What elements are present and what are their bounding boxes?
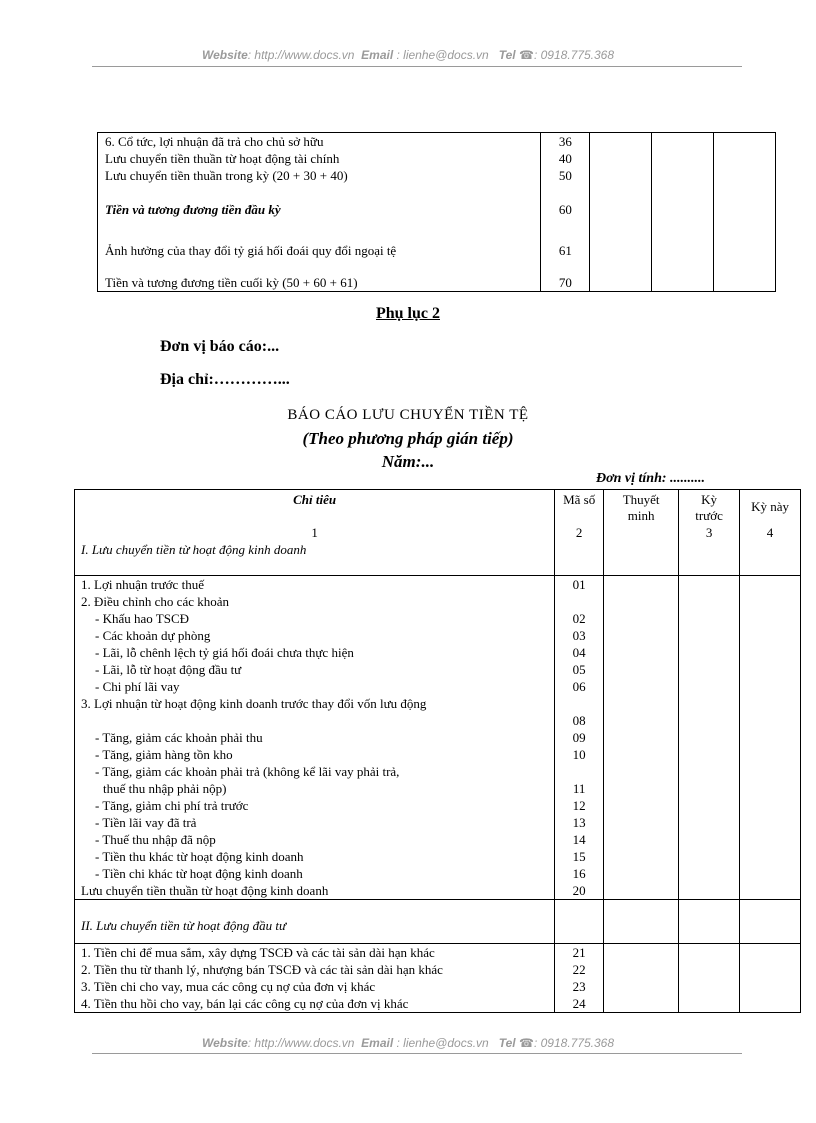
footer-rule — [92, 1053, 742, 1054]
row-label: Lưu chuyển tiền thuần trong kỳ (20 + 30 + 40) — [98, 167, 541, 184]
table-row — [75, 644, 801, 661]
row-label: - Lãi, lỗ chênh lệch tỷ giá hối đoái chưa thực hiện — [75, 644, 555, 661]
row-code — [555, 695, 604, 712]
col-number-3: 3 — [679, 524, 740, 541]
row-label: - Tăng, giảm các khoản phải thu — [75, 729, 555, 746]
row-code: 11 — [555, 780, 604, 797]
row-label: 4. Tiền thu hồi cho vay, bán lại các công cụ nợ của đơn vị khác — [75, 995, 555, 1013]
table-row — [75, 695, 801, 712]
table-row — [75, 978, 801, 995]
row-label: 3. Tiền chi cho vay, mua các công cụ nợ của đơn vị khác — [75, 978, 555, 995]
table-row — [98, 184, 776, 226]
row-code: 09 — [555, 729, 604, 746]
row-code: 13 — [555, 814, 604, 831]
table-row — [75, 746, 801, 763]
appendix-title: Phụ lục 2 — [375, 305, 440, 322]
row-label: - Các khoản dự phòng — [75, 627, 555, 644]
row-label: - Khấu hao TSCĐ — [75, 610, 555, 627]
table-row — [75, 712, 801, 729]
table-row — [75, 814, 801, 831]
row-code: 40 — [541, 150, 590, 167]
table-row — [75, 610, 801, 627]
table-row — [75, 882, 801, 900]
row-label: 3. Lợi nhuận từ hoạt động kinh doanh trước thay đổi vốn lưu động — [75, 695, 555, 712]
address: Địa chỉ:…………... — [160, 371, 290, 388]
tel-label: Tel — [498, 1036, 516, 1050]
row-label: Tiền và tương đương tiền đầu kỳ — [98, 184, 541, 226]
table-row — [98, 167, 776, 184]
row-label: - Tiền lãi vay đã trả — [75, 814, 555, 831]
row-label — [75, 712, 555, 729]
row-label: 2. Điều chỉnh cho các khoản — [75, 593, 555, 610]
row-code: 20 — [555, 882, 604, 900]
email-value: : lienhe@docs.vn — [393, 48, 489, 62]
row-label: Ảnh hưởng của thay đổi tỷ giá hối đoái quy đổi ngoại tệ — [98, 226, 541, 267]
row-code — [555, 763, 604, 780]
website-label: Website — [201, 48, 248, 62]
table-row — [75, 661, 801, 678]
row-code: 06 — [555, 678, 604, 695]
website-value: : http://www.docs.vn — [247, 1036, 355, 1050]
table-row — [75, 995, 801, 1013]
table-row — [75, 627, 801, 644]
col-number-1: 1 — [75, 524, 555, 541]
col-number-4: 4 — [740, 524, 801, 541]
row-label: Tiền và tương đương tiền cuối kỳ (50 + 60 + 61) — [98, 267, 541, 292]
table-row — [98, 267, 776, 292]
section2-title: II. Lưu chuyển tiền từ hoạt động đầu tư — [75, 900, 555, 944]
header-row — [75, 490, 801, 525]
row-code — [555, 593, 604, 610]
header-indicator: Chỉ tiêu — [75, 490, 555, 525]
table-row — [75, 961, 801, 978]
section1-title: I. Lưu chuyển tiền từ hoạt động kinh doanh — [75, 541, 555, 576]
email-label: Email — [361, 48, 394, 62]
tel-value: : 0918.775.368 — [533, 1036, 615, 1050]
row-label: 2. Tiền thu từ thanh lý, nhượng bán TSCĐ và các tài sản dài hạn khác — [75, 961, 555, 978]
table-row — [75, 678, 801, 695]
row-code: 23 — [555, 978, 604, 995]
row-code: 01 — [555, 576, 604, 594]
col-number-2: 2 — [555, 524, 604, 541]
row-code: 22 — [555, 961, 604, 978]
tel-label: Tel — [498, 48, 516, 62]
row-code: 14 — [555, 831, 604, 848]
email-label: Email — [361, 1036, 394, 1050]
table-row — [75, 944, 801, 962]
report-year: Năm:... — [381, 452, 435, 471]
row-label: - Tăng, giảm các khoản phải trả (không kể lãi vay phải trả, — [75, 763, 555, 780]
row-code: 08 — [555, 712, 604, 729]
row-code: 03 — [555, 627, 604, 644]
email-value: : lienhe@docs.vn — [393, 1036, 489, 1050]
row-label: Lưu chuyển tiền thuần từ hoạt động tài chính — [98, 150, 541, 167]
page-footer — [0, 1036, 816, 1050]
row-code: 36 — [541, 133, 590, 151]
header-note: Thuyết minh — [604, 490, 679, 525]
table-row — [75, 780, 801, 797]
row-label: - Chi phí lãi vay — [75, 678, 555, 695]
report-unit: Đơn vị báo cáo:... — [160, 338, 280, 355]
phone-icon: ☎ — [519, 48, 534, 62]
report-subtitle: (Theo phương pháp gián tiếp) — [302, 429, 514, 448]
row-label: - Tăng, giảm chi phí trả trước — [75, 797, 555, 814]
row-code: 15 — [555, 848, 604, 865]
table-row — [75, 593, 801, 610]
table-row — [98, 226, 776, 267]
column-number-row — [75, 524, 801, 541]
cashflow-table — [74, 489, 801, 1013]
row-label: - Tiền chi khác từ hoạt động kinh doanh — [75, 865, 555, 882]
row-code: 50 — [541, 167, 590, 184]
row-code: 61 — [541, 226, 590, 267]
currency-unit: Đơn vị tính: .......... — [596, 471, 706, 486]
row-code: 12 — [555, 797, 604, 814]
row-label: 1. Lợi nhuận trước thuế — [75, 576, 555, 594]
table-row — [75, 729, 801, 746]
table-row — [75, 848, 801, 865]
header-prev: Kỳ trước — [679, 490, 740, 525]
row-label: 1. Tiền chi để mua sắm, xây dựng TSCĐ và các tài sản dài hạn khác — [75, 944, 555, 962]
section-title-row — [75, 541, 801, 576]
header-rule — [92, 66, 742, 67]
row-label: Lưu chuyển tiền thuần từ hoạt động kinh doanh — [75, 882, 555, 900]
row-code: 16 — [555, 865, 604, 882]
row-label: - Lãi, lỗ từ hoạt động đầu tư — [75, 661, 555, 678]
section-title-row — [75, 900, 801, 944]
table-row — [75, 763, 801, 780]
table-row — [75, 831, 801, 848]
row-code: 60 — [541, 184, 590, 226]
row-label: thuế thu nhập phải nộp) — [75, 780, 555, 797]
row-code: 24 — [555, 995, 604, 1013]
table-row — [75, 865, 801, 882]
row-label: 6. Cổ tức, lợi nhuận đã trả cho chủ sở hữu — [98, 133, 541, 151]
row-label: - Thuế thu nhập đã nộp — [75, 831, 555, 848]
row-code: 02 — [555, 610, 604, 627]
row-code: 10 — [555, 746, 604, 763]
table-row — [98, 150, 776, 167]
header-curr: Kỳ này — [740, 490, 801, 525]
table-row — [98, 133, 776, 151]
tel-value: : 0918.775.368 — [533, 48, 615, 62]
row-code: 70 — [541, 267, 590, 292]
page-header — [0, 48, 816, 62]
row-code: 05 — [555, 661, 604, 678]
row-label: - Tăng, giảm hàng tồn kho — [75, 746, 555, 763]
header-code: Mã số — [555, 490, 604, 525]
row-label: - Tiền thu khác từ hoạt động kinh doanh — [75, 848, 555, 865]
website-label: Website — [201, 1036, 248, 1050]
report-title: BÁO CÁO LƯU CHUYỂN TIỀN TỆ — [287, 407, 529, 423]
row-code: 21 — [555, 944, 604, 962]
row-code: 04 — [555, 644, 604, 661]
table-row — [75, 576, 801, 594]
phone-icon: ☎ — [519, 1036, 534, 1050]
cashflow-table-continued — [97, 132, 776, 292]
table-row — [75, 797, 801, 814]
website-value: : http://www.docs.vn — [247, 48, 355, 62]
